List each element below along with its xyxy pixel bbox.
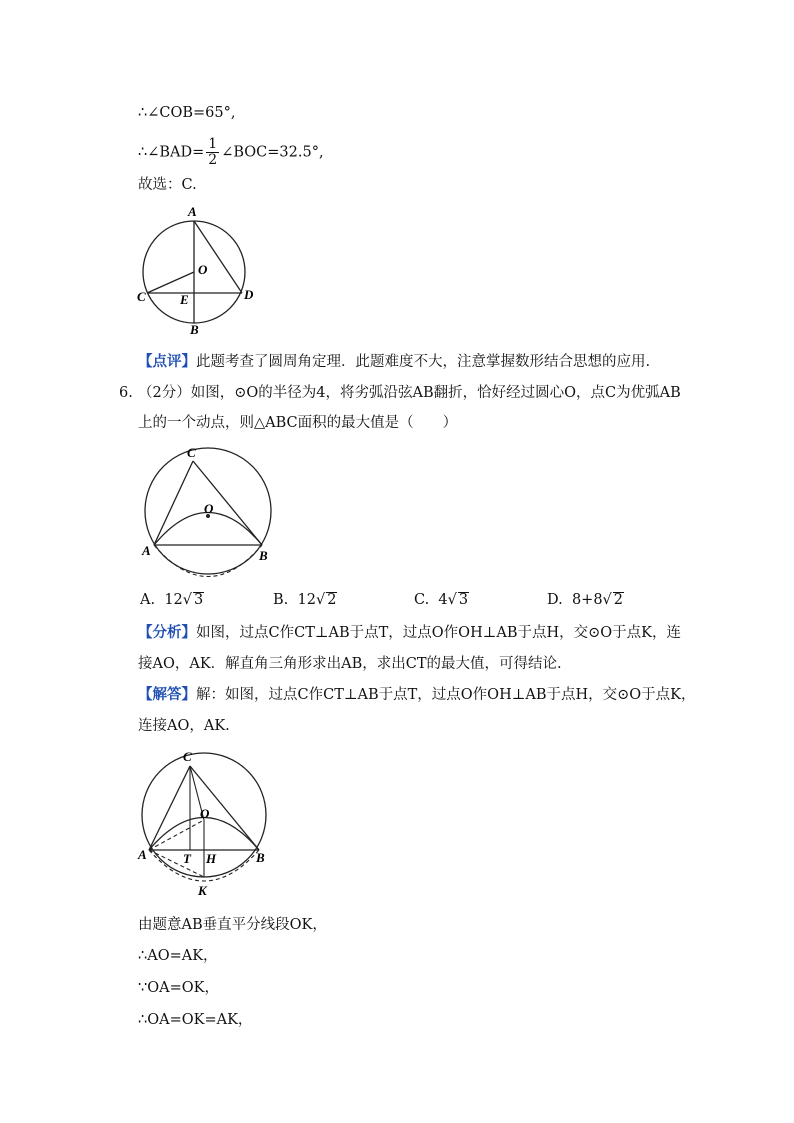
option-d[interactable]: D. 8+8√ 2 [547, 592, 624, 608]
analysis-text-1: 如图，过点C作CT⊥AB于点T，过点O作OH⊥AB于点H，交⊙O于点K，连 [196, 625, 681, 641]
step-oa-ok-ak: ∴OA=OK=AK， [138, 1012, 253, 1028]
question-number: 6. [119, 385, 133, 401]
analysis-tag: 【分析】 [138, 625, 196, 641]
option-a-key: A. [140, 592, 156, 608]
fig3-label-o: O [200, 806, 210, 821]
step-oa-ok: ∵OA=OK， [138, 980, 219, 996]
fig3-label-b: B [256, 850, 265, 865]
option-d-coef: 8 [593, 592, 603, 608]
analysis-line-2: 接AO，AK．解直角三角形求出AB，求出CT的最大值，可得结论. [138, 656, 562, 672]
comment-text: 此题考查了圆周角定理．此题难度不大，注意掌握数形结合思想的应用. [196, 354, 651, 370]
fig1-label-e: E [180, 292, 189, 307]
option-a-radicand: 3 [194, 592, 204, 608]
option-a[interactable]: A. 12√ 3 [140, 592, 204, 608]
solution-tag: 【解答】 [138, 687, 196, 703]
option-c-radicand: 3 [458, 592, 469, 608]
option-b[interactable]: B. 12√ 2 [273, 592, 337, 608]
fig3-label-h: H [206, 851, 217, 866]
step-answer: 故选：C. [138, 177, 197, 193]
option-b-radicand: 2 [327, 592, 337, 608]
option-d-radicand: 2 [613, 592, 624, 608]
option-c-coef: 4 [438, 592, 448, 608]
option-b-key: B. [273, 592, 289, 608]
fig1-label-c: C [137, 289, 146, 304]
fig3-label-a: A [138, 847, 147, 862]
option-c-key: C. [414, 592, 430, 608]
fig2-label-a: A [142, 543, 151, 558]
step-bad-right: ∠BOC=32.5°, [221, 144, 324, 161]
step-ao-ak: ∴AO=AK， [138, 948, 218, 964]
question-line-2: 上的一个动点，则△ABC面积的最大值是（ ） [138, 415, 458, 431]
step-cob: ∴∠COB=65°, [138, 105, 236, 121]
fig3-label-k: K [198, 883, 207, 898]
fig1-label-b: B [190, 322, 199, 337]
step-perpendicular-bisector: 由题意AB垂直平分线段OK， [138, 917, 327, 933]
comment-tag: 【点评】 [138, 354, 196, 370]
fig1-label-o: O [198, 262, 208, 277]
option-a-coef: 12 [164, 592, 183, 608]
step-bad-left: ∴∠BAD= [138, 144, 205, 161]
fig1-label-d: D [244, 287, 254, 302]
fig3-label-c: C [183, 749, 192, 764]
fig1-label-a: A [188, 204, 197, 219]
option-b-coef: 12 [297, 592, 316, 608]
fraction-denominator: 2 [208, 152, 218, 168]
fraction-numerator: 1 [208, 136, 218, 152]
solution-line-2: 连接AO，AK. [138, 718, 230, 734]
fig2-label-o: O [204, 501, 214, 516]
option-d-key: D. [547, 592, 563, 608]
option-c[interactable]: C. 4√ 3 [414, 592, 469, 608]
question-line-1: （2分）如图，⊙O的半径为4，将劣弧沿弦AB翻折，恰好经过圆心O，点C为优弧AB [138, 385, 681, 401]
fig2-label-c: C [187, 445, 196, 460]
fig2-label-b: B [259, 548, 268, 563]
option-d-pre: 8+ [571, 592, 594, 608]
solution-text-1: 解：如图，过点C作CT⊥AB于点T，过点O作OH⊥AB于点H，交⊙O于点K， [196, 687, 696, 703]
fig3-label-t: T [183, 851, 191, 866]
